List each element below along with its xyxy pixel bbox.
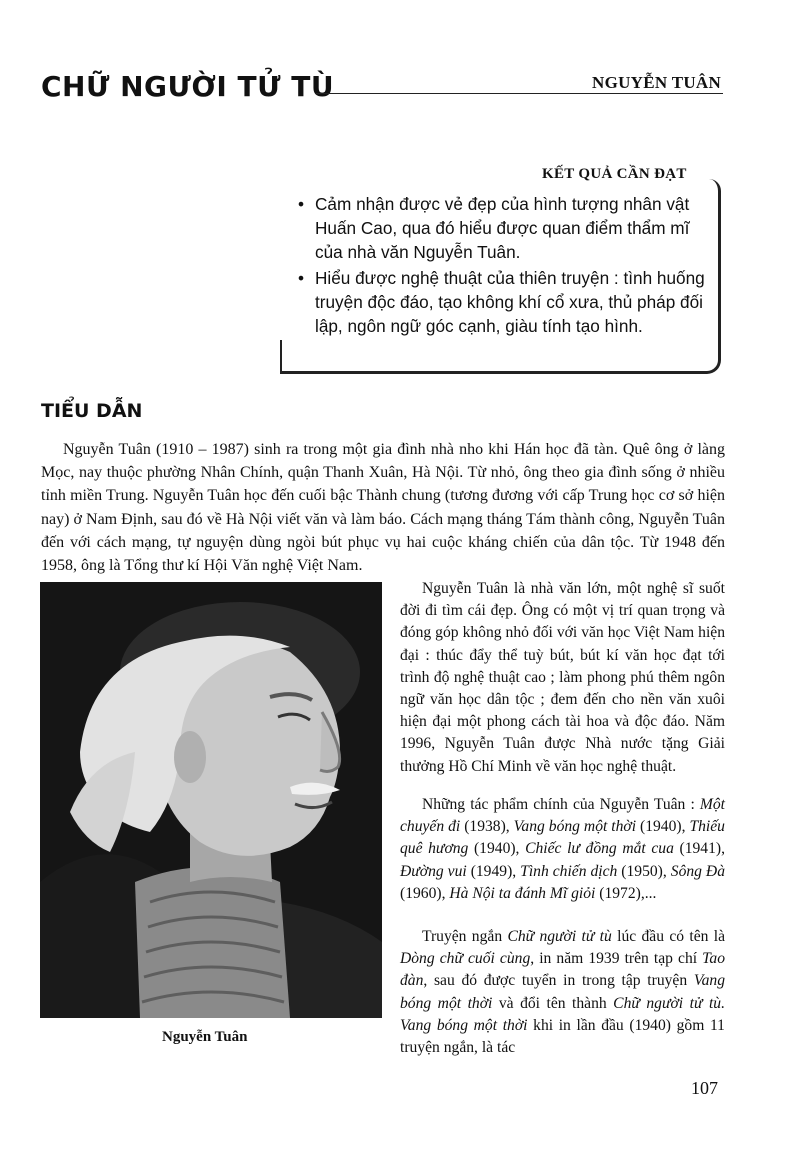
goal-item: • Cảm nhận được vẻ đẹp của hình tượng nhân vật Huấn Cao, qua đó hiểu được quan điểm thẩm mĩ của nhà văn Nguyễn Tuân. — [298, 194, 690, 262]
goal-item: • Hiểu được nghệ thuật của thiên truyện : tình huống truyện độc đáo, tạo không khí cổ xưa, thủ pháp đối lập, ngôn ngữ góc cạnh, giàu tính tạo hình. — [298, 268, 705, 336]
goals-list — [298, 192, 708, 340]
goals-frame-corner — [280, 340, 294, 371]
bullet-icon: • — [298, 268, 305, 288]
portrait-caption: Nguyễn Tuân — [162, 1029, 248, 1045]
section-heading: TIỂU DẪN — [41, 400, 143, 422]
works-paragraph: Những tác phẩm chính của Nguyễn Tuân : Một chuyến đi (1938), Vang bóng một thời (1940), Thiếu quê hương (1940), Chiếc lư đồng mắt cua (1941), Đường vui (1949), Tình chiến dịch (1950), Sông Đà (1960), Hà Nội ta đánh Mĩ giỏi (1972),... — [400, 796, 725, 902]
intro-paragraph: Nguyễn Tuân (1910 – 1987) sinh ra trong một gia đình nhà nho khi Hán học đã tàn. Quê ông ở làng Mọc, nay thuộc phường Nhân Chính, quận Thanh Xuân, Hà Nội. Từ nhỏ, ông theo gia đình sống ở nhiều tỉnh miền Trung. Nguyễn Tuân học đến cuối bậc Thành chung (tương đương với cấp Trung học cơ sở hiện nay) ở Nam Định, sau đó về Hà Nội viết văn và làm báo. Cách mạng tháng Tám thành công, Nguyễn Tuân đến với cách mạng, tự nguyện dùng ngòi bút phục vụ hai cuộc kháng chiến của dân tộc. Từ 1948 đến 1958, ông là Tổng thư kí Hội Văn nghệ Việt Nam. — [41, 441, 725, 575]
bullet-icon: • — [298, 194, 305, 214]
page-number: 107 — [691, 1078, 718, 1098]
story-paragraph: Truyện ngắn Chữ người tử tù lúc đầu có tên là Dòng chữ cuối cùng, in năm 1939 trên tạp chí Tao đàn, sau đó được tuyển in trong tập truyện Vang bóng một thời và đổi tên thành Chữ người tử tù. Vang bóng một thời khi in lần đầu (1940) gồm 11 truyện ngắn, là tác — [400, 928, 725, 1057]
author-name: NGUYỄN TUÂN — [592, 73, 722, 92]
author-portrait — [40, 582, 382, 1018]
portrait-illustration — [40, 582, 382, 1018]
chapter-title: CHỮ NGƯỜI TỬ TÙ — [41, 70, 335, 103]
goals-title: KẾT QUẢ CẦN ĐẠT — [542, 166, 687, 182]
title-rule — [315, 93, 723, 94]
column-paragraph: Nguyễn Tuân là nhà văn lớn, một nghệ sĩ suốt đời đi tìm cái đẹp. Ông có một vị trí quan trọng và đóng góp không nhỏ đối với văn học Việt Nam hiện đại : thúc đẩy thể tuỳ bút, bút kí văn học đạt tới trình độ nghệ thuật cao ; làm phong phú thêm ngôn ngữ văn học dân tộc ; đem đến cho nền văn xuôi hiện đại một phong cách tài hoa và độc đáo. Năm 1996, Nguyễn Tuân được Nhà nước tặng Giải thưởng Hồ Chí Minh về văn học nghệ thuật. — [400, 580, 725, 775]
